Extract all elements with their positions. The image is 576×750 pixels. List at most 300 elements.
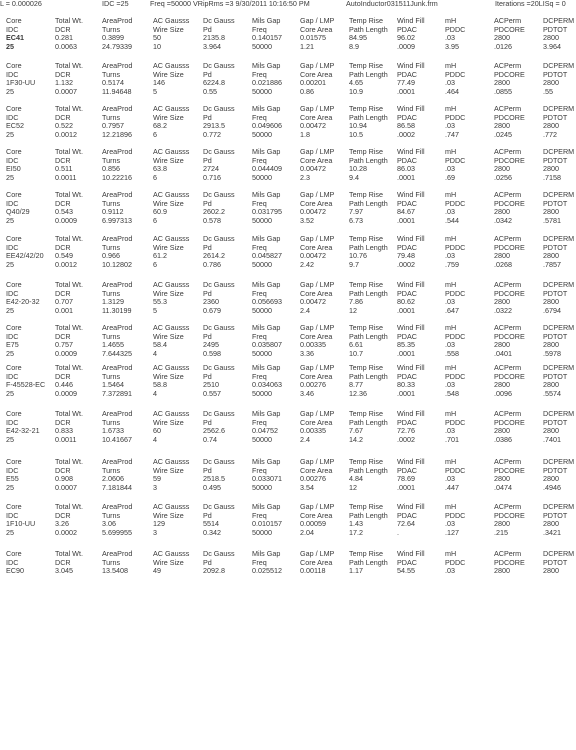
column-label: Dc Gauss	[203, 61, 235, 70]
core-result-block	[0, 281, 576, 325]
value-temprise: 7.67	[349, 426, 363, 436]
value-mh: .03	[445, 340, 455, 350]
column-label: Core	[6, 16, 22, 25]
value-name: EE42/42/20	[6, 251, 44, 261]
column-label: ACPerm	[494, 190, 522, 199]
value-temprise: 1.17	[349, 566, 363, 576]
value-dcperm: 2800	[543, 340, 559, 350]
value-mh: .03	[445, 474, 455, 484]
column-label: PDDC	[445, 417, 466, 427]
value-pdtot: 3.964	[543, 41, 561, 51]
column-label: Gap / LMP	[300, 190, 335, 199]
column-label: ACPerm	[494, 549, 522, 558]
column-label: AreaProd	[102, 457, 133, 466]
column-label: IDC	[6, 69, 19, 79]
column-label: PDTOT	[543, 371, 568, 381]
value-dcperm: 2800	[543, 251, 559, 261]
column-label: PDTOT	[543, 242, 568, 252]
value-freq: 50000	[252, 348, 272, 358]
value-mh: .03	[445, 207, 455, 217]
value-areaprod: 0.5174	[102, 78, 124, 88]
column-label: Wire Size	[153, 557, 184, 567]
column-label: AC Gausss	[153, 457, 190, 466]
value-pdtot: .5978	[543, 348, 561, 358]
value-mh: .03	[445, 164, 455, 174]
column-label: PDCORE	[494, 242, 525, 252]
column-label: AreaProd	[102, 502, 133, 511]
column-label: DCR	[55, 69, 71, 79]
value-totalwt: 0.522	[55, 121, 73, 131]
column-label: AreaProd	[102, 409, 133, 418]
value-windfill: 84.67	[397, 207, 415, 217]
column-label: Pd	[203, 557, 212, 567]
value-dcgauss: 2360	[203, 297, 219, 307]
value-milsgap: 0.031795	[252, 207, 282, 217]
value-totalwt: 0.511	[55, 164, 73, 174]
value-pdac: .0001	[397, 86, 415, 96]
value-idc: 25	[6, 348, 14, 358]
value-windfill: 77.49	[397, 78, 415, 88]
column-label: mH	[445, 457, 457, 466]
value-dcr: 0.0007	[55, 86, 77, 96]
value-idc: 25	[6, 129, 14, 139]
column-label: DCPERM	[543, 190, 575, 199]
value-acgauss: 60	[153, 426, 161, 436]
column-label: Mils Gap	[252, 147, 281, 156]
column-label: Total Wt.	[55, 409, 83, 418]
column-label: DCPERM	[543, 323, 575, 332]
core-result-block	[0, 410, 576, 454]
value-totalwt: 0.908	[55, 474, 73, 484]
value-idc: 25	[6, 172, 14, 182]
column-label: Pd	[203, 331, 212, 341]
column-label: Path Length	[349, 557, 388, 567]
value-pathlength: 9.4	[349, 172, 359, 182]
column-label: Dc Gauss	[203, 280, 235, 289]
value-turns: 24.79339	[102, 41, 132, 51]
value-idc: 25	[6, 41, 14, 51]
value-dcgauss: 2614.2	[203, 251, 225, 261]
column-label: PDDC	[445, 198, 466, 208]
value-pddc: 3.95	[445, 41, 459, 51]
column-label: DCR	[55, 24, 71, 34]
column-label: AreaProd	[102, 549, 133, 558]
value-pdcore: .0126	[494, 41, 512, 51]
column-label: Wind Fill	[397, 363, 425, 372]
column-label: Temp Rise	[349, 104, 383, 113]
value-milsgap: 0.056693	[252, 297, 282, 307]
column-label: ACPerm	[494, 363, 522, 372]
value-name: E55	[6, 474, 19, 484]
value-turns: 6.997313	[102, 215, 132, 225]
value-pd: 0.598	[203, 348, 221, 358]
value-pd: 3.964	[203, 41, 221, 51]
column-label: Total Wt.	[55, 280, 83, 289]
column-label: Freq	[252, 155, 267, 165]
value-gaplmp: 0.00059	[300, 519, 326, 529]
column-label: AC Gausss	[153, 363, 190, 372]
column-label: Freq	[252, 288, 267, 298]
value-pdcore: .0096	[494, 388, 512, 398]
column-label: DCPERM	[543, 502, 575, 511]
value-dcgauss: 2602.2	[203, 207, 225, 217]
value-name: 1F30-UU	[6, 78, 36, 88]
value-name: E42-32-21	[6, 426, 40, 436]
value-pdcore: .0245	[494, 129, 512, 139]
value-mh: .03	[445, 121, 455, 131]
column-label: AC Gausss	[153, 190, 190, 199]
column-label: Freq	[252, 510, 267, 520]
value-turns: 11.94648	[102, 86, 132, 96]
value-pdtot: .7158	[543, 172, 561, 182]
column-label: mH	[445, 502, 457, 511]
column-label: AC Gausss	[153, 323, 190, 332]
value-acperm: 2800	[494, 340, 510, 350]
value-freq: 50000	[252, 259, 272, 269]
value-dcperm: 2800	[543, 474, 559, 484]
value-turns: 7.644325	[102, 348, 132, 358]
value-totalwt: 0.549	[55, 251, 73, 261]
column-label: IDC	[6, 331, 19, 341]
column-label: PDAC	[397, 557, 417, 567]
value-freq: 50000	[252, 434, 272, 444]
value-areaprod: 1.6733	[102, 426, 124, 436]
value-pd: 0.716	[203, 172, 221, 182]
core-result-block	[0, 17, 576, 61]
column-label: Wind Fill	[397, 234, 425, 243]
column-label: Path Length	[349, 510, 388, 520]
column-label: PDDC	[445, 155, 466, 165]
value-pddc: .747	[445, 129, 459, 139]
value-name: F-45528-EC	[6, 380, 46, 390]
value-wiresize: 5	[153, 86, 157, 96]
column-label: Wind Fill	[397, 502, 425, 511]
value-windfill: 86.58	[397, 121, 415, 131]
value-dcr: 0.0011	[55, 172, 77, 182]
value-turns: 11.30199	[102, 305, 132, 315]
value-totalwt: 0.281	[55, 33, 73, 43]
core-result-block	[0, 235, 576, 279]
value-dcperm: 2800	[543, 33, 559, 43]
column-label: Temp Rise	[349, 323, 383, 332]
column-label: PDCORE	[494, 557, 525, 567]
column-label: Wire Size	[153, 510, 184, 520]
value-windfill: 72.76	[397, 426, 415, 436]
value-dcgauss: 2724	[203, 164, 219, 174]
value-pdac: .0001	[397, 482, 415, 492]
column-label: Wind Fill	[397, 147, 425, 156]
value-areaprod: 2.0606	[102, 474, 124, 484]
column-label: AreaProd	[102, 280, 133, 289]
column-label: Total Wt.	[55, 549, 83, 558]
column-label: Path Length	[349, 242, 388, 252]
value-gaplmp: 0.00276	[300, 474, 326, 484]
value-windfill: 72.64	[397, 519, 415, 529]
value-temprise: 10.94	[349, 121, 367, 131]
value-totalwt: 0.543	[55, 207, 73, 217]
column-label: Pd	[203, 198, 212, 208]
column-label: Turns	[102, 288, 121, 298]
column-label: Dc Gauss	[203, 190, 235, 199]
l-value-text: L = 0.000026	[0, 0, 42, 8]
column-label: Mils Gap	[252, 363, 281, 372]
column-label: Core	[6, 323, 22, 332]
value-idc: 25	[6, 259, 14, 269]
column-label: Path Length	[349, 371, 388, 381]
column-label: Core Area	[300, 24, 333, 34]
value-pddc: .447	[445, 482, 459, 492]
value-turns: 12.21896	[102, 129, 132, 139]
value-acperm: 2800	[494, 207, 510, 217]
value-dcperm: 2800	[543, 207, 559, 217]
value-totalwt: 0.707	[55, 297, 73, 307]
value-milsgap: 0.140157	[252, 33, 282, 43]
column-label: IDC	[6, 557, 19, 567]
value-wiresize: 5	[153, 305, 157, 315]
column-label: Path Length	[349, 465, 388, 475]
column-label: Freq	[252, 198, 267, 208]
value-milsgap: 0.034063	[252, 380, 282, 390]
column-label: mH	[445, 409, 457, 418]
column-label: Gap / LMP	[300, 280, 335, 289]
column-label: mH	[445, 16, 457, 25]
value-pathlength: 8.9	[349, 41, 359, 51]
column-label: PDDC	[445, 112, 466, 122]
column-label: Dc Gauss	[203, 323, 235, 332]
column-label: PDTOT	[543, 417, 568, 427]
value-idc: 25	[6, 388, 14, 398]
column-label: IDC	[6, 417, 19, 427]
column-label: Pd	[203, 24, 212, 34]
core-result-block	[0, 62, 576, 106]
column-label: PDAC	[397, 331, 417, 341]
column-label: mH	[445, 147, 457, 156]
value-milsgap: 0.044409	[252, 164, 282, 174]
value-dcgauss: 2518.5	[203, 474, 225, 484]
column-label: Wind Fill	[397, 457, 425, 466]
column-label: Total Wt.	[55, 363, 83, 372]
column-label: Mils Gap	[252, 104, 281, 113]
column-label: DCPERM	[543, 234, 575, 243]
value-pddc: .759	[445, 259, 459, 269]
column-label: Wire Size	[153, 465, 184, 475]
column-label: Total Wt.	[55, 457, 83, 466]
column-label: PDDC	[445, 288, 466, 298]
value-totalwt: 0.757	[55, 340, 73, 350]
column-label: AreaProd	[102, 147, 133, 156]
column-label: Pd	[203, 112, 212, 122]
value-acgauss: 129	[153, 519, 165, 529]
column-label: Temp Rise	[349, 502, 383, 511]
column-label: PDTOT	[543, 112, 568, 122]
value-pd: 0.74	[203, 434, 217, 444]
iterations-text: Iterations =20LISq = 0	[495, 0, 566, 8]
value-wiresize: 10	[153, 41, 161, 51]
value-totalwt: 1.132	[55, 78, 73, 88]
column-label: Pd	[203, 417, 212, 427]
column-label: PDCORE	[494, 288, 525, 298]
column-label: Temp Rise	[349, 457, 383, 466]
column-label: Dc Gauss	[203, 234, 235, 243]
column-label: Temp Rise	[349, 190, 383, 199]
column-label: PDDC	[445, 242, 466, 252]
filename-text: AutoInductor031511Junk.frm	[346, 0, 438, 8]
column-label: Freq	[252, 331, 267, 341]
column-label: Core Area	[300, 417, 333, 427]
column-label: AC Gausss	[153, 61, 190, 70]
value-dcr: 0.0007	[55, 482, 77, 492]
value-totalwt: 0.446	[55, 380, 73, 390]
value-pathlength: 17.2	[349, 527, 363, 537]
value-windfill: 86.03	[397, 164, 415, 174]
column-label: ACPerm	[494, 61, 522, 70]
column-label: Wire Size	[153, 288, 184, 298]
value-pddc: .464	[445, 86, 459, 96]
value-name: EC52	[6, 121, 24, 131]
value-pathlength: 12	[349, 305, 357, 315]
column-label: PDDC	[445, 510, 466, 520]
value-pddc: .701	[445, 434, 459, 444]
value-dcgauss: 2913.5	[203, 121, 225, 131]
column-label: Core	[6, 549, 22, 558]
value-mh: .03	[445, 297, 455, 307]
value-windfill: 85.35	[397, 340, 415, 350]
value-name: Q40/29	[6, 207, 30, 217]
value-acperm: 2800	[494, 426, 510, 436]
value-mh: .03	[445, 426, 455, 436]
value-dcgauss: 6224.8	[203, 78, 225, 88]
value-pdac: .0002	[397, 259, 415, 269]
column-label: Freq	[252, 242, 267, 252]
column-label: DCR	[55, 242, 71, 252]
column-label: DCPERM	[543, 61, 575, 70]
column-label: Path Length	[349, 24, 388, 34]
value-pathlength: 14.2	[349, 434, 363, 444]
value-pdcore: .0268	[494, 259, 512, 269]
column-label: Freq	[252, 24, 267, 34]
value-pathlength: 10.7	[349, 348, 363, 358]
column-label: PDCORE	[494, 465, 525, 475]
column-label: PDTOT	[543, 198, 568, 208]
value-acperm: 2800	[494, 519, 510, 529]
value-pdac: .	[397, 527, 399, 537]
value-dcr: 0.0063	[55, 41, 77, 51]
column-label: AC Gausss	[153, 104, 190, 113]
value-dcr: 0.0012	[55, 259, 77, 269]
value-areaprod: 1.3129	[102, 297, 124, 307]
value-gaplmp: 0.00276	[300, 380, 326, 390]
column-label: Core	[6, 190, 22, 199]
value-dcr: 0.0012	[55, 129, 77, 139]
value-temprise: 7.97	[349, 207, 363, 217]
core-result-block	[0, 324, 576, 368]
value-totalwt: 3.045	[55, 566, 73, 576]
value-acperm: 2800	[494, 297, 510, 307]
column-label: ACPerm	[494, 16, 522, 25]
column-label: PDAC	[397, 242, 417, 252]
column-label: Gap / LMP	[300, 323, 335, 332]
column-label: DCPERM	[543, 457, 575, 466]
column-label: PDAC	[397, 24, 417, 34]
value-acgauss: 58.8	[153, 380, 167, 390]
column-label: Path Length	[349, 288, 388, 298]
column-label: Core	[6, 502, 22, 511]
column-label: Dc Gauss	[203, 549, 235, 558]
value-corearea: 1.21	[300, 41, 314, 51]
column-label: Dc Gauss	[203, 409, 235, 418]
column-label: Wind Fill	[397, 323, 425, 332]
value-acgauss: 58.4	[153, 340, 167, 350]
value-wiresize: 4	[153, 348, 157, 358]
column-label: ACPerm	[494, 457, 522, 466]
column-label: Dc Gauss	[203, 502, 235, 511]
value-dcr: 0.0009	[55, 388, 77, 398]
value-idc: 25	[6, 215, 14, 225]
value-gaplmp: 0.00118	[300, 566, 326, 576]
column-label: DCR	[55, 288, 71, 298]
value-pdac: .0001	[397, 388, 415, 398]
column-label: DCPERM	[543, 409, 575, 418]
value-dcr: 0.0009	[55, 348, 77, 358]
value-temprise: 10.76	[349, 251, 367, 261]
value-areaprod: 1.4655	[102, 340, 124, 350]
value-windfill: 80.33	[397, 380, 415, 390]
value-pdac: .0001	[397, 172, 415, 182]
value-name: EI50	[6, 164, 21, 174]
column-label: Path Length	[349, 155, 388, 165]
value-turns: 10.22216	[102, 172, 132, 182]
column-label: DCPERM	[543, 147, 575, 156]
column-label: Path Length	[349, 417, 388, 427]
value-milsgap: 0.04752	[252, 426, 278, 436]
column-label: mH	[445, 190, 457, 199]
column-label: AreaProd	[102, 234, 133, 243]
column-label: AreaProd	[102, 16, 133, 25]
value-freq: 50000	[252, 172, 272, 182]
value-acperm: 2800	[494, 164, 510, 174]
column-label: Wire Size	[153, 69, 184, 79]
column-label: Dc Gauss	[203, 104, 235, 113]
value-milsgap: 0.049606	[252, 121, 282, 131]
value-wiresize: 3	[153, 527, 157, 537]
column-label: PDDC	[445, 24, 466, 34]
value-corearea: 3.46	[300, 388, 314, 398]
value-temprise: 84.95	[349, 33, 367, 43]
column-label: Mils Gap	[252, 234, 281, 243]
column-label: Wire Size	[153, 371, 184, 381]
value-dcr: 0.0002	[55, 527, 77, 537]
column-label: ACPerm	[494, 147, 522, 156]
value-areaprod: 3.06	[102, 519, 116, 529]
value-corearea: 2.42	[300, 259, 314, 269]
value-corearea: 3.52	[300, 215, 314, 225]
value-dcperm: 2800	[543, 297, 559, 307]
value-pd: 0.786	[203, 259, 221, 269]
value-temprise: 1.43	[349, 519, 363, 529]
column-label: Core Area	[300, 465, 333, 475]
idc-text: IDC =25	[102, 0, 129, 8]
value-windfill: 96.02	[397, 33, 415, 43]
column-label: mH	[445, 61, 457, 70]
column-label: Freq	[252, 465, 267, 475]
column-label: Turns	[102, 112, 121, 122]
column-label: Core	[6, 234, 22, 243]
column-label: PDTOT	[543, 155, 568, 165]
column-label: PDTOT	[543, 288, 568, 298]
value-pathlength: 12	[349, 482, 357, 492]
column-label: Wind Fill	[397, 104, 425, 113]
value-dcgauss: 2135.8	[203, 33, 225, 43]
